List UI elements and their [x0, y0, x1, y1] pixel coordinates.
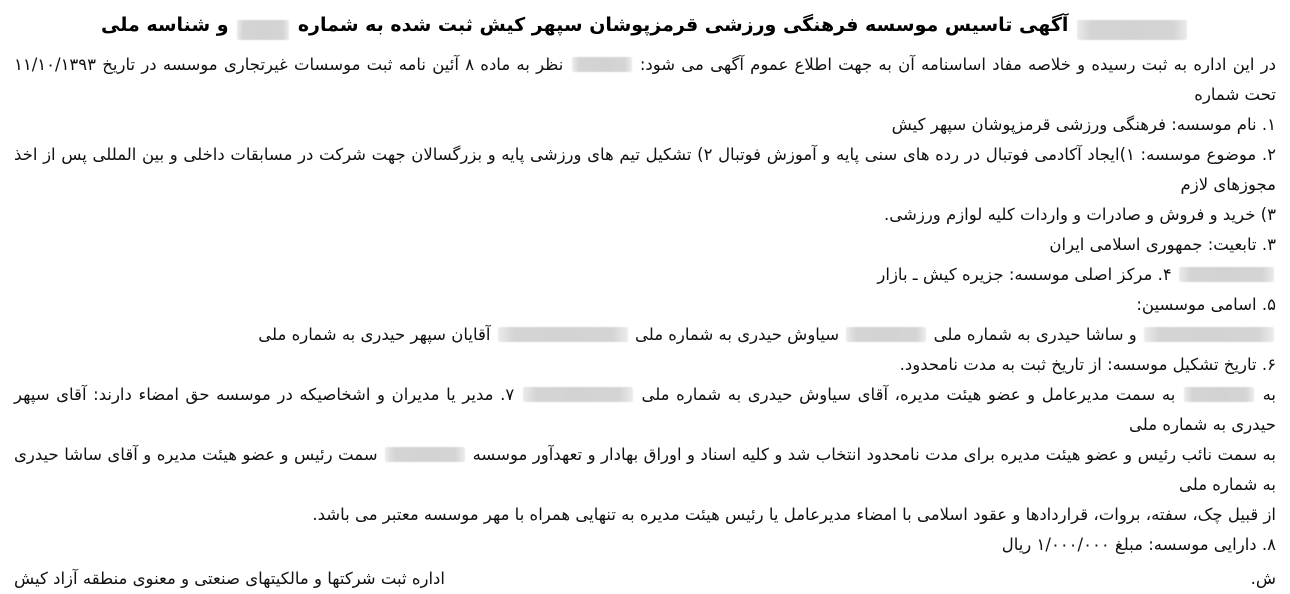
intro-part-2: در این اداره به ثبت رسیده و خلاصه مفاد اساسنامه آن به جهت اطلاع عموم آگهی می شود: — [639, 55, 1277, 74]
clause-2-sub-3: ۳) خرید و فروش و صادرات و واردات کلیه لوازم ورزشی. — [884, 205, 1276, 224]
founders-line — [14, 320, 1276, 350]
clause-7-part-1: ۷. مدیر یا مدیران و اشخاصیکه در موسسه حق امضاء دارند: آقای سپهر حیدری به شماره ملی — [14, 385, 1276, 434]
redaction-title-1 — [1077, 20, 1187, 40]
clause-4-text: ۴. مرکز اصلی موسسه: جزیره کیش ـ بازار — [877, 265, 1172, 284]
redaction-founder-1 — [498, 327, 628, 342]
clause-7-part-5: به سمت نائب رئیس و عضو هیئت مدیره برای مدت نامحدود انتخاب شد و کلیه اسناد و اوراق بهادار و تعهدآور موسسه — [472, 445, 1276, 464]
intro-part-1: نظر به ماده ۸ آئین نامه ثبت موسسات غیرتجاری موسسه در تاریخ ۱۱/۱۰/۱۳۹۳ تحت شماره — [14, 55, 1276, 104]
clause-7-continued-2: از قبیل چک، سفته، بروات، قراردادها و عقود اسلامی با امضاء مدیرعامل یا رئیس هیئت مدیره به تنهایی همراه با مهر موسسه معتبر می باشد. — [312, 505, 1276, 524]
clause-7-managers — [14, 380, 1276, 440]
issuing-office: اداره ثبت شرکتها و مالکیتهای صنعتی و معنوی منطقه آزاد کیش — [14, 569, 445, 588]
clause-4-address — [14, 260, 1276, 290]
redaction-manager-2 — [1184, 387, 1254, 402]
signature-block — [14, 564, 1276, 594]
redaction-manager-1 — [523, 387, 633, 402]
clause-5-founders-heading: ۵. اسامی موسسین: — [1136, 295, 1276, 314]
title-text-middle: و شناسه ملی — [100, 14, 229, 36]
redaction-manager-3 — [385, 447, 465, 462]
founders-part-2: سیاوش حیدری به شماره ملی — [634, 325, 840, 344]
redaction-founder-3 — [1144, 327, 1274, 342]
redaction-title-2 — [237, 20, 289, 40]
clause-1: ۱. نام موسسه: فرهنگی ورزشی قرمزپوشان سپهر کیش — [891, 115, 1276, 134]
signature-mark: ش. — [1250, 569, 1276, 588]
document-body — [14, 50, 1276, 594]
clause-7-part-3: به — [1262, 385, 1277, 404]
founders-part-1: آقایان سپهر حیدری به شماره ملی — [258, 325, 491, 344]
clause-7-part-4: سمت رئیس و عضو هیئت مدیره و آقای ساشا حیدری به شماره ملی — [14, 445, 1276, 494]
clause-7-continued-1 — [14, 440, 1276, 500]
clause-7-part-2: به سمت مدیرعامل و عضو هیئت مدیره، آقای سیاوش حیدری به شماره ملی — [641, 385, 1176, 404]
clause-8-assets: ۸. دارایی موسسه: مبلغ ۱/۰۰۰/۰۰۰ ریال — [1001, 535, 1276, 554]
redaction-intro — [572, 57, 632, 72]
intro-paragraph — [14, 50, 1276, 110]
clause-3-nationality: ۳. تابعیت: جمهوری اسلامی ایران — [1049, 235, 1276, 254]
redaction-founder-2 — [846, 327, 926, 342]
founders-part-3: و ساشا حیدری به شماره ملی — [933, 325, 1137, 344]
title-text-before: آگهی تاسیس موسسه فرهنگی ورزشی قرمزپوشان سپهر کیش ثبت شده به شماره — [297, 14, 1069, 36]
clause-6-duration: ۶. تاریخ تشکیل موسسه: از تاریخ ثبت به مدت نامحدود. — [899, 355, 1276, 374]
clause-2: ۲. موضوع موسسه: ۱)ایجاد آکادمی فوتبال در رده های سنی پایه و آموزش فوتبال ۲) تشکیل تیم های ورزشی پایه و بزرگسالان جهت شرکت در مسابقات داخلی و بین المللی پس از اخذ مجوزهای لازم — [14, 145, 1276, 194]
redaction-address — [1179, 267, 1274, 282]
page-title — [14, 10, 1276, 40]
